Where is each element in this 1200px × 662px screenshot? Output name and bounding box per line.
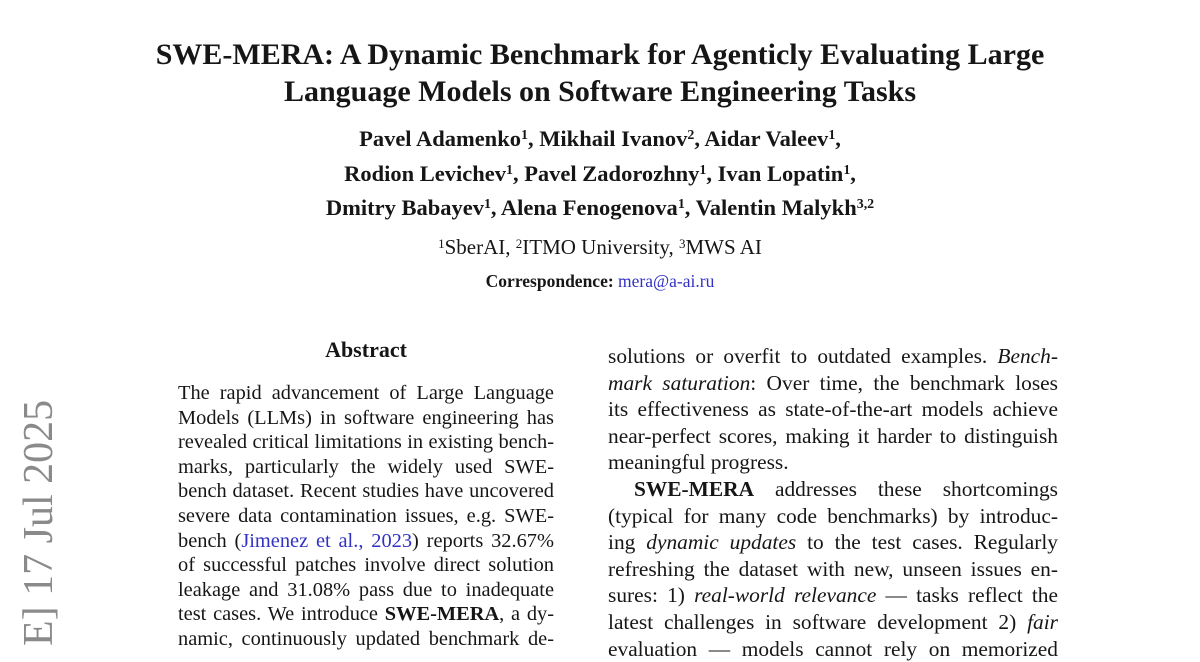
- superscript: 1: [828, 128, 836, 144]
- paper-title: [0, 36, 1200, 110]
- text-segment: , Ivan Lopatin: [706, 160, 844, 186]
- text-line: [608, 476, 1058, 503]
- correspondence-label: Correspondence:: [485, 271, 614, 291]
- text-segment: Pavel Adamenko: [359, 126, 521, 151]
- right-paragraph-2: [608, 476, 1058, 662]
- text-segment: fair: [1027, 609, 1058, 634]
- text-line: [608, 636, 1058, 662]
- correspondence-email-link[interactable]: mera@a-ai.ru: [618, 271, 715, 291]
- correspondence-line: [0, 270, 1200, 292]
- text-line: [608, 396, 1058, 423]
- text-line: [608, 503, 1058, 530]
- superscript: 1: [505, 162, 513, 178]
- text-segment: test cases. We introduce: [178, 603, 385, 626]
- text-line: [178, 430, 554, 455]
- text-line: [608, 556, 1058, 583]
- text-line: [0, 159, 1200, 194]
- text-line: [608, 343, 1058, 370]
- text-segment: its effectiveness as state-of-the-art models achieve: [608, 397, 1058, 422]
- text-segment: , a dy-: [499, 603, 555, 626]
- right-column: [608, 343, 1058, 662]
- text-segment: sures: 1): [608, 583, 695, 608]
- superscript: 1: [520, 128, 528, 144]
- text-segment: mark saturation: [608, 370, 751, 395]
- text-line: [178, 479, 554, 504]
- text-segment: evaluation — models cannot rely on memorized: [608, 636, 1058, 661]
- superscript: 3,2: [856, 197, 875, 213]
- text-segment: ,: [850, 160, 856, 186]
- superscript: 1: [843, 162, 851, 178]
- text-segment: SWE-MERA: [384, 603, 500, 626]
- text-segment: Dmitry Babayev: [325, 195, 484, 220]
- text-line: [608, 449, 1058, 476]
- text-segment: dynamic updates: [646, 530, 797, 555]
- text-line: [178, 578, 554, 603]
- text-line: [608, 529, 1058, 556]
- text-segment: : Over time, the benchmark loses: [750, 370, 1058, 395]
- text-segment: ) reports 32.67%: [412, 529, 554, 552]
- text-segment: ing: [608, 530, 647, 555]
- text-segment: MWS AI: [685, 235, 762, 259]
- text-segment: near-perfect scores, making it harder to distinguish: [608, 423, 1058, 448]
- superscript: 1: [438, 235, 445, 251]
- text-line: [178, 553, 554, 578]
- text-segment: The rapid advancement of Large Language: [178, 382, 554, 404]
- text-segment: addresses these shortcomings: [754, 476, 1058, 501]
- arxiv-watermark: E] 17 Jul 2025: [16, 399, 62, 646]
- text-segment: SWE-MERA: [634, 476, 755, 501]
- text-line: [178, 602, 554, 627]
- superscript: 2: [515, 235, 523, 251]
- text-line: [178, 529, 554, 554]
- text-segment: ITMO University,: [522, 235, 679, 259]
- text-segment: refreshing the dataset with new, unseen issues en-: [608, 556, 1058, 581]
- text-line: [178, 381, 554, 406]
- abstract-body: [178, 381, 554, 652]
- text-segment: , Pavel Zadorozhny: [512, 160, 700, 186]
- text-line: [178, 504, 554, 529]
- text-segment: , Aidar Valeev: [694, 126, 829, 151]
- text-line: [608, 582, 1058, 609]
- superscript: 1: [677, 197, 685, 213]
- affiliations-line: [0, 234, 1200, 263]
- paper-title-line-2: Language Models on Software Engineering Tasks: [283, 75, 917, 108]
- text-segment: SberAI,: [444, 235, 516, 259]
- text-segment: revealed critical limitations in existing bench-: [178, 431, 554, 454]
- text-segment: bench (: [178, 529, 242, 552]
- text-segment: bench dataset. Recent studies have uncovered: [178, 480, 554, 503]
- text-segment: Bench-: [997, 344, 1058, 368]
- superscript: 1: [483, 197, 491, 213]
- text-segment: meaningful progress.: [608, 450, 789, 475]
- text-segment: , Valentin Malykh: [684, 195, 857, 220]
- text-segment: (typical for many code benchmarks) by introduc-: [608, 503, 1058, 528]
- text-segment: Rodion Levichev: [344, 160, 506, 186]
- authors-block: [0, 124, 1200, 228]
- text-line: [608, 609, 1058, 636]
- text-line: [0, 124, 1200, 159]
- superscript: 2: [687, 128, 695, 144]
- text-line: [178, 406, 554, 431]
- abstract-heading: Abstract: [325, 337, 407, 362]
- text-segment: Models (LLMs) in software engineering has: [178, 406, 554, 429]
- text-segment: to the test cases. Regularly: [796, 530, 1059, 555]
- text-line: [0, 193, 1200, 228]
- text-segment: namic, continuously updated benchmark de-: [178, 627, 554, 650]
- text-segment: leakage and 31.08% pass due to inadequate: [178, 578, 554, 601]
- right-paragraph-1: [608, 343, 1058, 476]
- text-segment: — tasks reflect the: [876, 583, 1058, 608]
- citation-link[interactable]: Jimenez et al., 2023: [241, 529, 413, 552]
- text-line: [178, 627, 554, 652]
- superscript: 3: [678, 235, 686, 251]
- text-segment: latest challenges in software development 2): [608, 609, 1028, 634]
- text-segment: , Alena Fenogenova: [490, 195, 678, 220]
- text-line: [178, 455, 554, 480]
- text-segment: marks, particularly the widely used SWE-: [178, 455, 554, 478]
- text-segment: solutions or overfit to outdated examples.: [608, 344, 998, 368]
- text-segment: ,: [835, 126, 841, 151]
- text-segment: real-world relevance: [694, 583, 877, 608]
- text-segment: , Mikhail Ivanov: [527, 126, 688, 151]
- text-line: [608, 370, 1058, 397]
- text-segment: of successful patches involve direct solution: [178, 554, 554, 577]
- paper-title-line-1: SWE-MERA: A Dynamic Benchmark for Agenticly Evaluating Large: [155, 38, 1045, 71]
- superscript: 1: [699, 162, 707, 178]
- text-segment: severe data contamination issues, e.g. SWE-: [178, 504, 554, 527]
- text-line: [608, 423, 1058, 450]
- abstract-column: [178, 337, 554, 652]
